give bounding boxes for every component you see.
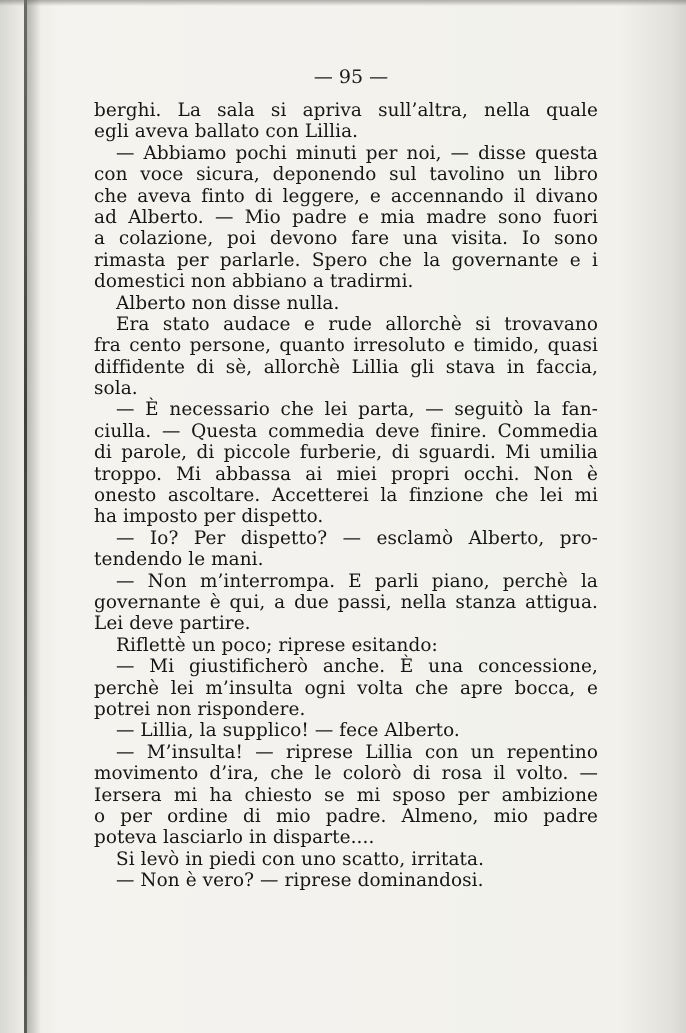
text-line: ad Alberto. — Mio padre e mia madre sono fuori: [94, 206, 598, 228]
text-line: domestici non abbiano a tradirmi.: [94, 271, 414, 293]
text-line: Lei deve partire.: [94, 613, 251, 635]
text-line: — È necessario che lei parta, — seguitò la fan-: [116, 399, 598, 421]
text-line: rimasta per parlarle. Spero che la governante e i: [94, 249, 598, 271]
text-line: Si levò in piedi con uno scatto, irritata.: [116, 848, 485, 870]
text-line: — Non m’interrompa. E parli piano, perchè la: [116, 570, 598, 592]
text-line: Alberto non disse nulla.: [116, 292, 340, 314]
text-line: perchè lei m’insulta ogni volta che apre bocca, e: [94, 677, 598, 699]
text-line: ha imposto per dispetto.: [94, 506, 324, 528]
text-line: ciulla. — Questa commedia deve finire. Commedia: [94, 420, 598, 442]
text-line: tendendo le mani.: [94, 549, 264, 571]
text-line: Riflettè un poco; riprese esitando:: [116, 634, 438, 656]
text-line: potrei non rispondere.: [94, 698, 306, 720]
text-line: — Abbiamo pochi minuti per noi, — disse questa: [116, 142, 598, 164]
text-line: egli aveva ballato con Lillia.: [94, 121, 359, 143]
text-line: fra cento persone, quanto irresoluto e timido, quasi: [94, 335, 598, 357]
binding-shadow: [27, 0, 41, 1033]
text-line: — Io? Per dispetto? — esclamò Alberto, pro-: [116, 527, 598, 549]
text-line: berghi. La sala si apriva sull’altra, nella quale: [94, 100, 598, 121]
text-line: movimento d’ira, che le colorò di rosa il volto. —: [94, 763, 598, 785]
text-line: a colazione, poi devono fare una visita. Io sono: [94, 228, 598, 250]
page-body-text: [94, 100, 598, 891]
text-line: troppo. Mi abbassa ai miei propri occhi. Non è: [94, 463, 598, 485]
text-line: di parole, di piccole furberie, di sguardi. Mi umilia: [94, 442, 598, 464]
text-line: Era stato audace e rude allorchè si trovavano: [116, 313, 598, 335]
text-line: diffidente di sè, allorchè Lillia gli stava in faccia,: [94, 356, 598, 378]
text-line: con voce sicura, deponendo sul tavolino un libro: [94, 164, 598, 186]
text-line: onesto ascoltare. Accetterei la finzione che lei mi: [94, 485, 598, 507]
text-line: poteva lasciarlo in disparte....: [94, 827, 375, 849]
page-number: — 95 —: [313, 66, 389, 88]
top-edge-shadow: [0, 0, 686, 6]
text-line: — Lillia, la supplico! — fece Alberto.: [116, 720, 460, 742]
text-line: o per ordine di mio padre. Almeno, mio padre: [94, 805, 598, 827]
text-line: — Non è vero? — riprese dominandosi.: [116, 870, 484, 892]
text-line: che aveva finto di leggere, e accennando il divano: [94, 185, 598, 207]
text-line: sola.: [94, 378, 138, 400]
text-line: — M’insulta! — riprese Lillia con un repentino: [116, 741, 598, 763]
text-line: governante è qui, a due passi, nella stanza attigua.: [94, 591, 598, 613]
text-line: Iersera mi ha chiesto se mi sposo per ambizione: [94, 784, 598, 806]
text-line: — Mi giustificherò anche. È una concessione,: [116, 656, 598, 678]
